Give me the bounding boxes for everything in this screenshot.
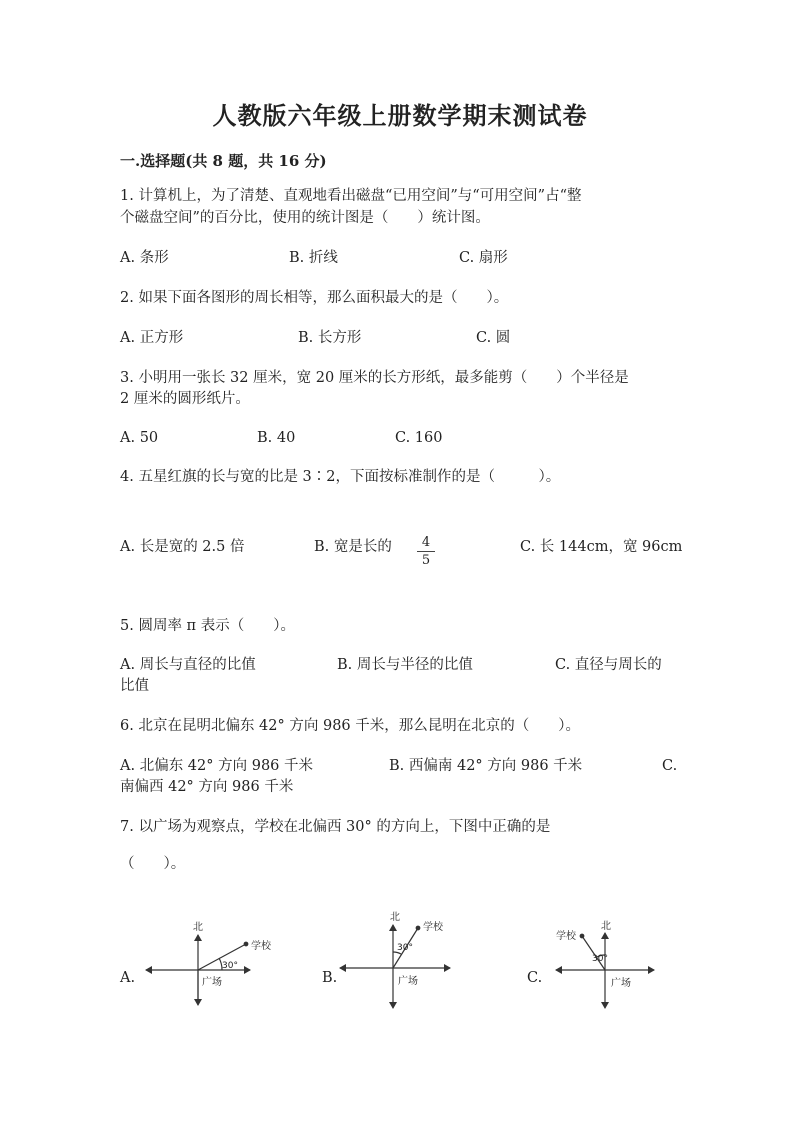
q6-option-c: C. — [662, 758, 678, 774]
diagram-b-square-label: 广场 — [398, 976, 418, 987]
q1-option-b: B. 折线 — [289, 250, 338, 266]
q5-option-a: A. 周长与直径的比值 — [120, 657, 256, 673]
q4-option-a: A. 长是宽的 2.5 倍 — [120, 539, 245, 555]
diagram-b-angle-label: 30° — [397, 943, 413, 953]
q7-stem-line1: 7. 以广场为观察点，学校在北偏西 30° 的方向上，下图中正确的是 — [120, 819, 551, 835]
q5-option-c: C. 直径与周长的 — [555, 657, 662, 673]
q3-stem-line2: 2 厘米的圆形纸片。 — [120, 391, 250, 407]
q7-option-a: A. — [120, 970, 136, 986]
q5-stem: 5. 圆周率 π 表示（ ）。 — [120, 618, 295, 634]
q7-option-c: C. — [527, 970, 543, 986]
q6-option-a: A. 北偏东 42° 方向 986 千米 — [120, 758, 314, 774]
q6-stem: 6. 北京在昆明北偏东 42° 方向 986 千米，那么昆明在北京的（ ）。 — [120, 718, 581, 734]
q6-option-b: B. 西偏南 42° 方向 986 千米 — [389, 758, 583, 774]
diagram-a-angle-label: 30° — [222, 961, 238, 971]
fraction-numerator: 4 — [421, 535, 431, 550]
diagram-b-north-label: 北 — [390, 912, 400, 923]
q4-option-b: B. 宽是长的 — [314, 539, 392, 555]
q3-stem-line1: 3. 小明用一张长 32 厘米，宽 20 厘米的长方形纸，最多能剪（ ）个半径是 — [120, 370, 629, 386]
diagram-a-school-label: 学校 — [251, 941, 271, 952]
q5-option-b: B. 周长与半径的比值 — [337, 657, 473, 673]
q3-option-b: B. 40 — [257, 430, 296, 446]
page-title: 人教版六年级上册数学期末测试卷 — [212, 101, 588, 130]
q3-option-c: C. 160 — [395, 430, 443, 446]
diagram-c-square-label: 广场 — [611, 978, 631, 989]
q7-stem-line2: （ ）。 — [120, 856, 186, 872]
q6-option-c-cont: 南偏西 42° 方向 986 千米 — [120, 779, 294, 795]
q7-option-b: B. — [322, 970, 338, 986]
fraction-denominator: 5 — [421, 553, 431, 568]
diagram-b-school-point — [416, 926, 420, 930]
q1-option-a: A. 条形 — [120, 250, 169, 266]
diagram-b-school-label: 学校 — [423, 922, 443, 933]
diagram-c-school-label: 学校 — [556, 931, 576, 942]
diagram-a-north-label: 北 — [193, 922, 203, 933]
q5-option-c-cont: 比值 — [120, 678, 149, 694]
q2-option-c: C. 圆 — [476, 330, 511, 346]
q1-stem-line1: 1. 计算机上，为了清楚、直观地看出磁盘“已用空间”与“可用空间”占“整 — [120, 188, 582, 204]
diagram-c-school-ray — [582, 936, 605, 970]
q2-option-a: A. 正方形 — [120, 330, 184, 346]
q1-option-c: C. 扇形 — [459, 250, 508, 266]
diagram-a-square-label: 广场 — [202, 977, 222, 988]
q1-stem-line2: 个磁盘空间”的百分比，使用的统计图是（ ）统计图。 — [120, 210, 490, 226]
q4-option-c: C. 长 144cm，宽 96cm — [520, 539, 683, 555]
q2-option-b: B. 长方形 — [298, 330, 362, 346]
diagram-b — [340, 925, 450, 1008]
diagram-a-school-point — [244, 942, 248, 946]
q2-stem: 2. 如果下面各图形的周长相等，那么面积最大的是（ ）。 — [120, 290, 509, 306]
q3-option-a: A. 50 — [120, 430, 159, 446]
diagram-c-school-point — [580, 934, 584, 938]
q4-stem: 4. 五星红旗的长与宽的比是 3∶2，下面按标准制作的是（ ）。 — [120, 469, 561, 485]
diagram-c-angle-label: 30° — [592, 954, 608, 964]
diagram-c-north-label: 北 — [601, 921, 611, 932]
diagram-c — [556, 933, 654, 1008]
section-heading: 一.选择题(共 8 题，共 16 分) — [120, 152, 327, 170]
